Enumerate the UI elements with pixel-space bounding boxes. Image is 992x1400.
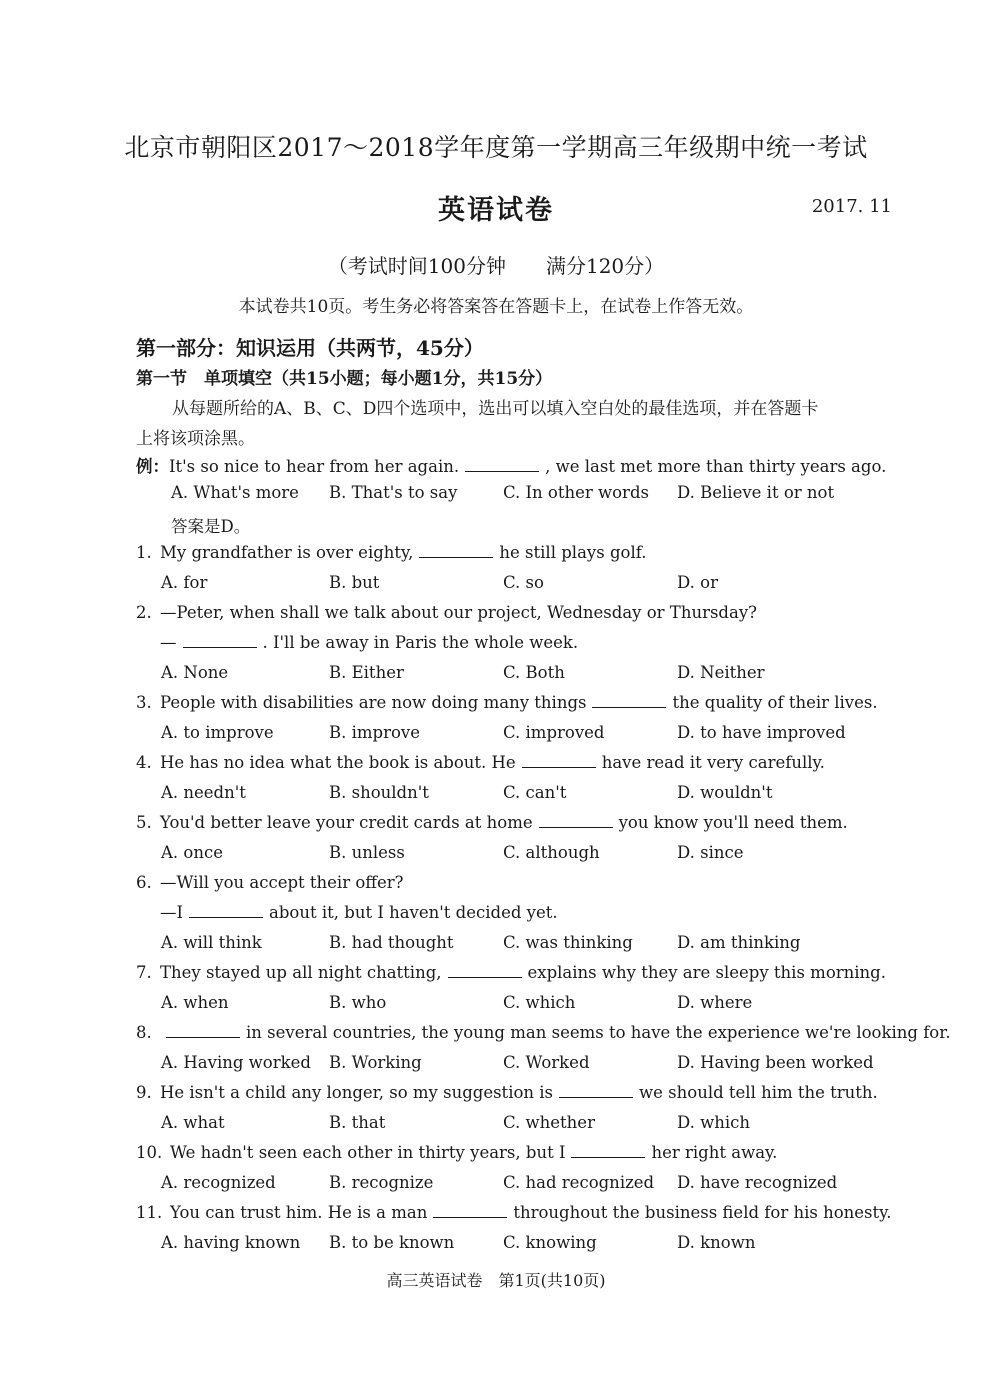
question-number: 10. — [136, 1143, 163, 1162]
answer-blank — [571, 1156, 645, 1158]
stem-text: about it, but I haven't decided yet. — [269, 903, 558, 922]
stem-text: —Peter, when shall we talk about our project, Wednesday or Thursday? — [160, 603, 757, 622]
option-d: D. since — [677, 843, 744, 862]
option-c: C. was thinking — [503, 933, 633, 952]
option-d: D. to have improved — [677, 723, 846, 742]
stem-text: in several countries, the young man seems to have the experience we're looking for. — [246, 1023, 951, 1042]
answer-blank — [592, 706, 666, 708]
question-stem — [136, 753, 825, 772]
example-stem-after: , we last met more than thirty years ago. — [545, 457, 887, 476]
stem-text: the quality of their lives. — [672, 693, 878, 712]
option-b: B. but — [329, 573, 380, 592]
option-d: D. wouldn't — [677, 783, 773, 802]
option-c: C. although — [503, 843, 600, 862]
question-stem — [136, 543, 646, 562]
stem-text: you know you'll need them. — [618, 813, 848, 832]
example-option-b: B. That's to say — [329, 483, 458, 502]
option-d: D. or — [677, 573, 718, 592]
stem-text: My grandfather is over eighty, — [160, 543, 414, 562]
page-footer: 高三英语试卷 第1页(共10页) — [386, 1271, 606, 1290]
stem-text: — — [160, 633, 177, 652]
question-number: 7. — [136, 963, 152, 982]
question-number: 6. — [136, 873, 152, 892]
answer-blank — [189, 916, 263, 918]
exam-info: （考试时间100分钟 满分120分） — [327, 254, 665, 278]
option-d: D. Neither — [677, 663, 765, 682]
option-b: B. recognize — [329, 1173, 434, 1192]
stem-text: have read it very carefully. — [601, 753, 825, 772]
option-a: A. when — [161, 993, 229, 1012]
question-stem — [136, 1023, 951, 1042]
option-d: D. where — [677, 993, 753, 1012]
instruction-line-2: 上将该项涂黑。 — [136, 429, 255, 449]
example-stem — [136, 453, 886, 477]
exam-date: 2017. 11 — [811, 196, 892, 217]
option-c: C. Worked — [503, 1053, 590, 1072]
answer-blank — [183, 646, 257, 648]
stem-text: throughout the business field for his honesty. — [513, 1203, 892, 1222]
stem-text: We hadn't seen each other in thirty years, but I — [170, 1143, 566, 1162]
option-a: A. will think — [161, 933, 262, 952]
answer-blank — [166, 1036, 240, 1038]
question-number: 5. — [136, 813, 152, 832]
option-b: B. to be known — [329, 1233, 455, 1252]
stem-text: You can trust him. He is a man — [170, 1203, 428, 1222]
stem-text: explains why they are sleepy this morning. — [527, 963, 886, 982]
answer-blank — [559, 1096, 633, 1098]
stem-text: He isn't a child any longer, so my suggestion is — [160, 1083, 554, 1102]
option-a: A. for — [161, 573, 208, 592]
stem-text: People with disabilities are now doing many things — [160, 693, 587, 712]
stem-text: He has no idea what the book is about. He — [160, 753, 516, 772]
option-a: A. recognized — [161, 1173, 276, 1192]
option-c: C. knowing — [503, 1233, 597, 1252]
exam-subtitle: 英语试卷 — [438, 195, 554, 226]
answer-blank — [465, 470, 539, 472]
option-d: D. have recognized — [677, 1173, 838, 1192]
option-a: A. once — [161, 843, 223, 862]
answer-blank — [448, 976, 522, 978]
question-stem — [136, 963, 886, 982]
question-number: 9. — [136, 1083, 152, 1102]
stem-text: You'd better leave your credit cards at home — [160, 813, 533, 832]
option-c: C. whether — [503, 1113, 595, 1132]
example-stem-before: It's so nice to hear from her again. — [169, 457, 460, 476]
option-d: D. Having been worked — [677, 1053, 874, 1072]
question-stem — [136, 1083, 878, 1102]
stem-text: he still plays golf. — [499, 543, 647, 562]
question-stem — [136, 603, 757, 622]
question-stem — [136, 693, 878, 712]
question-stem — [136, 1143, 777, 1162]
part-heading: 第一部分：知识运用（共两节，45分） — [136, 336, 484, 360]
option-c: C. improved — [503, 723, 605, 742]
option-b: B. who — [329, 993, 387, 1012]
option-a: A. to improve — [161, 723, 274, 742]
stem-text: we should tell him the truth. — [639, 1083, 878, 1102]
option-d: D. am thinking — [677, 933, 801, 952]
instruction-line-1: 从每题所给的A、B、C、D四个选项中，选出可以填入空白处的最佳选项，并在答题卡 — [172, 399, 819, 419]
option-a: A. None — [161, 663, 229, 682]
option-c: C. had recognized — [503, 1173, 655, 1192]
stem-text: —Will you accept their offer? — [160, 873, 404, 892]
question-number: 4. — [136, 753, 152, 772]
question-stem — [136, 873, 403, 892]
example-answer: 答案是D。 — [171, 517, 251, 536]
stem-text: They stayed up all night chatting, — [160, 963, 442, 982]
question-number: 11. — [136, 1203, 163, 1222]
answer-blank — [419, 556, 493, 558]
option-b: B. Either — [329, 663, 404, 682]
stem-text: her right away. — [651, 1143, 778, 1162]
option-a: A. what — [161, 1113, 225, 1132]
question-number: 8. — [136, 1023, 152, 1042]
example-option-a: A. What's more — [171, 483, 299, 502]
option-d: D. which — [677, 1113, 751, 1132]
option-a: A. having known — [161, 1233, 301, 1252]
exam-notice: 本试卷共10页。考生务必将答案答在答题卡上，在试卷上作答无效。 — [238, 297, 754, 317]
exam-title: 北京市朝阳区2017～2018学年度第一学期高三年级期中统一考试 — [124, 133, 868, 162]
question-stem — [136, 813, 848, 832]
answer-blank — [433, 1216, 507, 1218]
option-b: B. Working — [329, 1053, 422, 1072]
section-heading: 第一节 单项填空（共15小题；每小题1分，共15分） — [136, 369, 553, 389]
option-a: A. needn't — [161, 783, 246, 802]
option-b: B. that — [329, 1113, 386, 1132]
option-c: C. which — [503, 993, 576, 1012]
answer-blank — [539, 826, 613, 828]
question-number: 2. — [136, 603, 152, 622]
option-c: C. so — [503, 573, 544, 592]
option-b: B. unless — [329, 843, 405, 862]
stem-text: . I'll be away in Paris the whole week. — [262, 633, 579, 652]
example-label: 例： — [136, 457, 169, 476]
stem-text: —I — [160, 903, 184, 922]
option-b: B. improve — [329, 723, 421, 742]
option-a: A. Having worked — [161, 1053, 311, 1072]
option-c: C. Both — [503, 663, 565, 682]
question-number: 3. — [136, 693, 152, 712]
option-c: C. can't — [503, 783, 567, 802]
example-option-d: D. Believe it or not — [677, 483, 835, 502]
option-b: B. shouldn't — [329, 783, 429, 802]
answer-blank — [522, 766, 596, 768]
example-option-c: C. In other words — [503, 483, 649, 502]
question-stem — [136, 903, 558, 922]
question-stem — [136, 633, 578, 652]
question-number: 1. — [136, 543, 152, 562]
question-stem — [136, 1203, 892, 1222]
option-d: D. known — [677, 1233, 756, 1252]
option-b: B. had thought — [329, 933, 454, 952]
